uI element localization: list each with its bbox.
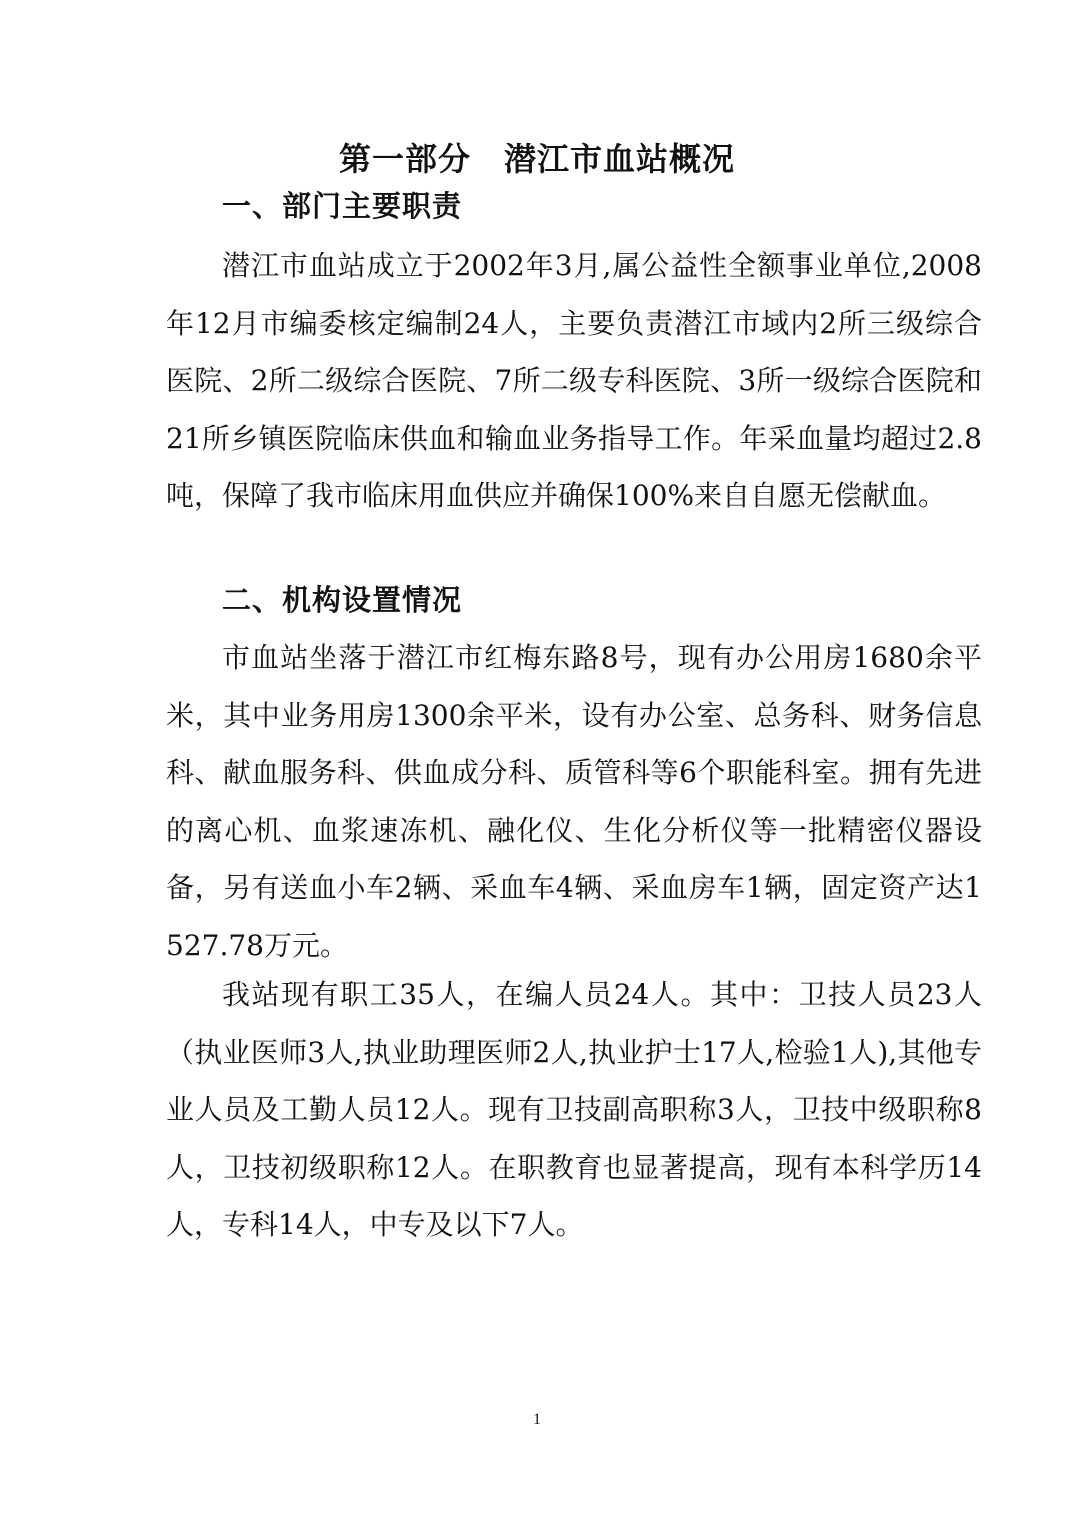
paragraph-facilities: 市血站坐落于潜江市红梅东路8号，现有办公用房1680余平米，其中业务用房1300余平米，设有办公室、总务科、财务信息科、献血服务科、供血成分科、质管科等6个职能科室。拥有先进的离心机、血浆速冻机、融化仪、生化分析仪等一批精密仪器设备，另有送血小车2辆、采血车4辆、采血房车1辆，固定资产达1527.78万元。	[166, 641, 982, 962]
page-number: 1	[533, 1411, 541, 1428]
section-heading-organization: 二、机构设置情况	[222, 583, 463, 617]
page-title: 第一部分 潜江市血站概况	[338, 140, 735, 178]
paragraph-staff: 我站现有职工35人，在编人员24人。其中：卫技人员23人（执业医师3人,执业助理医师2人,执业护士17人,检验1人),其他专业人员及工勤人员12人。现有卫技副高职称3人，卫技中级职称8人，卫技初级职称12人。在职教育也显著提高，现有本科学历14人，专科14人，中专及以下7人。	[166, 978, 982, 1241]
section-heading-responsibilities: 一、部门主要职责	[222, 189, 463, 223]
paragraph-responsibilities: 潜江市血站成立于2002年3月,属公益性全额事业单位,2008年12月市编委核定编制24人，主要负责潜江市域内2所三级综合医院、2所二级综合医院、7所二级专科医院、3所一级综合医院和21所乡镇医院临床供血和输血业务指导工作。年采血量均超过2.8吨，保障了我市临床用血供应并确保100%来自自愿无偿献血。	[166, 249, 982, 512]
